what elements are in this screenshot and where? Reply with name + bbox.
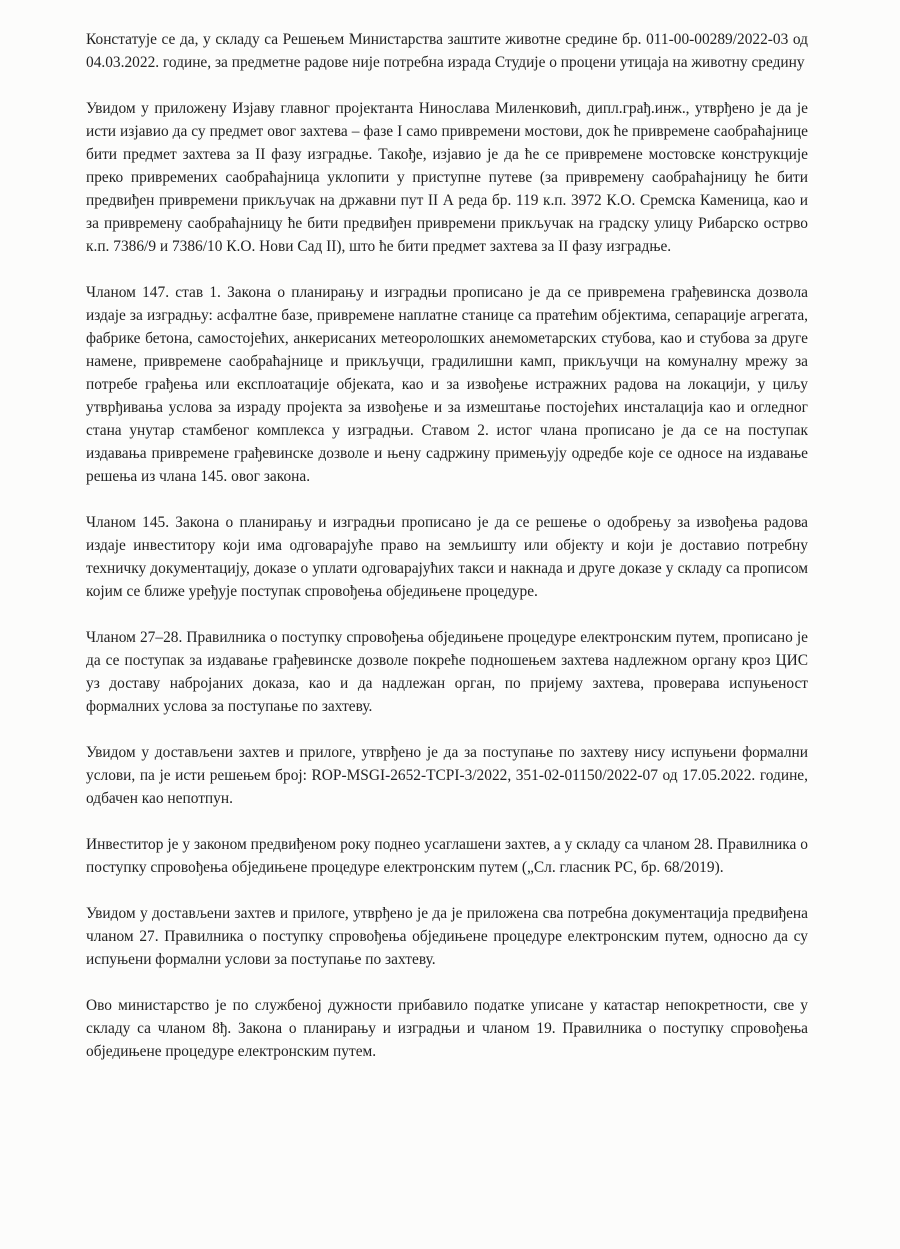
paragraph-aligned-request: Инвеститор је у законом предвиђеном року поднео усаглашени захтев, а у складу са чланом 28. Правилника о поступку спровођења обједињене процедуре електронским путем („Сл. гласник РС, бр. 68/2019).: [86, 836, 808, 876]
paragraph-articles-27-28: Чланом 27–28. Правилника о поступку спровођења обједињене процедуре електронским путем, прописано је да се поступак за издавање грађевинске дозволе покреће подношењем захтева надлежном органу кроз ЦИС уз доставу набројаних доказа, као и да надлежан орган, по пријему захтева, проверава испуњеност формалних услова за поступање по захтеву.: [86, 629, 808, 715]
paragraph-article-147: Чланом 147. став 1. Закона о планирању и изградњи прописано је да се привремена грађевинска дозвола издаје за изградњу: асфалтне базе, привремене наплатне станице са пратећим објектима, сепарације агрегата, фабрике бетона, самостојећих, анкерисаних метеоролошких анемометарских стубова, као и стубова за друге намене, привремене саобраћајнице и прикључци, градилишни камп, прикључци на комуналну мрежу за потребе грађења или експлоатације објеката, као и за извођење истражних радова на локацији, у циљу утврђивања услова за израду пројекта за извођење и за измештање постојећих инсталација као и огледног стана унутар стамбеног комплекса у изградњи. Ставом 2. истог члана прописано је да се на поступак издавања привремене грађевинске дозволе и њену садржину примењују одредбе које се односе на издавање решења из члана 145. овог закона.: [86, 284, 808, 485]
paragraph-documentation-complete: Увидом у достављени захтев и прилоге, утврђено је да је приложена сва потребна документација предвиђена чланом 27. Правилника о поступку спровођења обједињене процедуре електронским путем, односно да су испуњени формални услови за поступање по захтеву.: [86, 905, 808, 968]
paragraph-rejection: Увидом у достављени захтев и прилоге, утврђено је да за поступање по захтеву нису испуњени формални услови, па је исти решењем број: ROP-MSGI-2652-TCPI-3/2022, 351-02-01150/2022-07 од 17.05.2022. године, одбачен као непотпун.: [86, 744, 808, 807]
paragraph-environmental-study: Констатује се да, у складу са Решењем Министарства заштите животне средине бр. 011-00-00289/2022-03 од 04.03.2022. године, за предметне радове није потребна израда Студије о процени утицаја на животну средину: [86, 31, 808, 71]
paragraph-cadastre-data: Ово министарство је по службеној дужности прибавило податке уписане у катастар непокретности, све у складу са чланом 8ђ. Закона о планирању и изградњи и чланом 19. Правилника о поступку спровођења обједињене процедуре електронским путем.: [86, 997, 808, 1060]
paragraph-article-145: Чланом 145. Закона о планирању и изградњи прописано је да се решење о одобрењу за извођења радова издаје инвеститору који има одговарајуће право на земљишту или објекту и који је доставио потребну техничку документацију, доказе о уплати одговарајућих такси и накнада и друге доказе у складу са прописом којим се ближе уређује поступак спровођења обједињене процедуре.: [86, 514, 808, 600]
paragraph-designer-statement: Увидом у приложену Изјаву главног пројектанта Нинослава Миленковић, дипл.грађ.инж., утврђено је да је исти изјавио да су предмет овог захтева – фазе I само привремени мостови, док ће привремене саобраћајнице бити предмет захтева за II фазу изградње. Такође, изјавио је да ће се привремене мостовске конструкције преко привремених саобраћајница уклопити у приступне путеве (за привремену саобраћајницу ће бити предвиђен привремени прикључак на државни пут II А реда бр. 119 к.п. 3972 К.О. Сремска Каменица, као и за привремену саобраћајницу ће бити предвиђен привремени прикључак на градску улицу Рибарско острво к.п. 7386/9 и 7386/10 К.О. Нови Сад II), што ће бити предмет захтева за II фазу изградње.: [86, 100, 808, 255]
